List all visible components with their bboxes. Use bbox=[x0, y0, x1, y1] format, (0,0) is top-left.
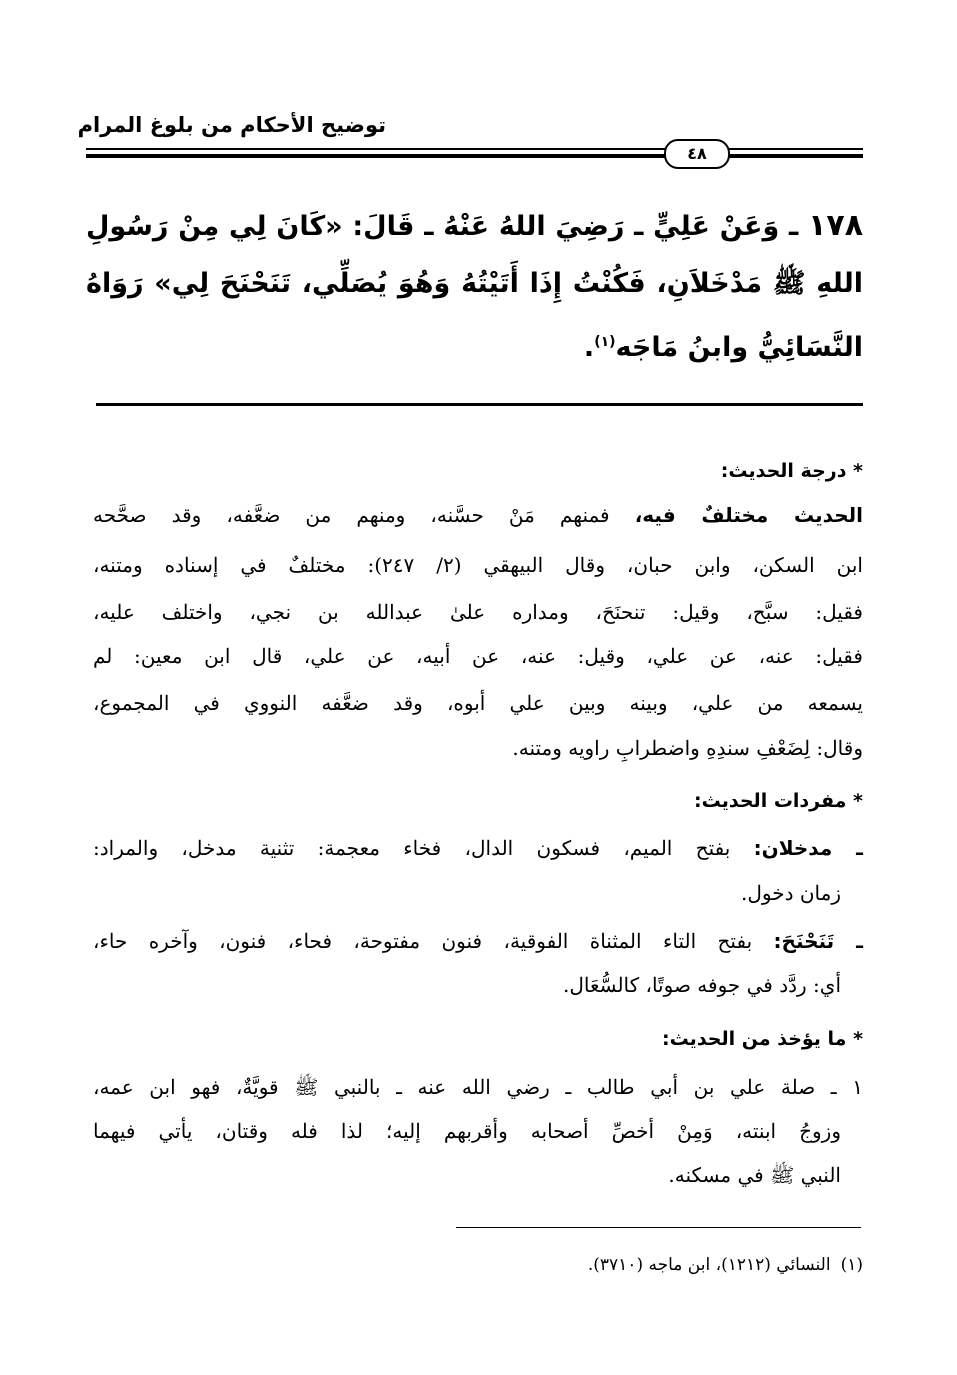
grade-line-1-text: فمنهم مَنْ حسَّنه، ومنهم من ضعَّفه، وقد صحَّحه bbox=[93, 503, 610, 527]
lesson-line-1: ١ ـ صلة علي بن أبي طالب ـ رضي الله عنه ـ بالنبي ﷺ قويَّةٌ، فهو ابن عمه، bbox=[93, 1075, 863, 1099]
footnote-separator bbox=[456, 1227, 861, 1228]
vocab-item-1-line-2: زمان دخول. bbox=[741, 881, 841, 905]
lesson-line-3: النبي ﷺ في مسكنه. bbox=[668, 1163, 841, 1187]
hadith-dash: ـ bbox=[789, 211, 799, 242]
hadith-separator bbox=[96, 403, 863, 406]
hadith-line-1 bbox=[86, 206, 863, 247]
footnote bbox=[588, 1253, 863, 1277]
vocab-item-2-line-2: أي: ردَّد في جوفه صوتًا، كالسُّعَال. bbox=[562, 973, 841, 997]
footnote-number: (١) bbox=[840, 1255, 863, 1275]
grade-line-3: فقيل: سبَّح، وقيل: تنحنَحَ، ومداره علىٰ عبدالله بن نجي، واختلف عليه، bbox=[93, 600, 863, 624]
vocab-item-2-line-1 bbox=[93, 926, 863, 956]
vocab-def-2: بفتح التاء المثناة الفوقية، فنون مفتوحة، فحاء، فنون، وآخره حاء، bbox=[93, 929, 753, 953]
page-number: ٤٨ bbox=[664, 139, 730, 169]
lesson-line-2: وزوجُ ابنته، وَمِنْ أخصِّ أصحابه وأقربهم إليه؛ لذا فله وقتان، يأتي فيهما bbox=[93, 1119, 841, 1143]
section-title-vocab: * مفردات الحديث: bbox=[694, 790, 863, 812]
grade-line-1 bbox=[93, 500, 863, 530]
vocab-item-1-line-1 bbox=[93, 833, 863, 863]
grade-line-6: وقال: لِضَعْفِ سندِهِ واضطرابِ راويه ومتنه. bbox=[512, 736, 863, 760]
hadith-line-3 bbox=[86, 322, 863, 368]
vocab-def-1: بفتح الميم، فسكون الدال، فخاء معجمة: تثنية مدخل، والمراد: bbox=[93, 836, 731, 860]
hadith-text-3-end: . bbox=[583, 332, 595, 363]
vocab-term-1: ـ مدخلان: bbox=[753, 836, 864, 860]
footnote-text: النسائي (١٢١٢)، ابن ماجه (٣٧١٠). bbox=[587, 1255, 831, 1275]
hadith-number: ١٧٨ bbox=[808, 208, 864, 243]
grade-line-5: يسمعه من علي، وبينه وبين علي أبوه، وقد ضعَّفه النووي في المجموع، bbox=[93, 691, 863, 715]
grade-line-4: فقيل: عنه، عن علي، وقيل: عنه، عن أبيه، عن علي، قال ابن معين: لم bbox=[93, 644, 863, 668]
hadith-text-1: وَعَنْ عَلِيٍّ ـ رَضِيَ اللهُ عَنْهُ ـ قَالَ: «كَانَ لِي مِنْ رَسُولِ bbox=[86, 211, 780, 242]
hadith-line-2: اللهِ ﷺ مَدْخَلاَنِ، فَكُنْتُ إِذَا أَتَيْتُهُ وَهُوَ يُصَلِّي، تَنَحْنَحَ لِي» رَوَاهُ bbox=[86, 268, 863, 299]
grade-line-2: ابن السكن، وابن حبان، وقال البيهقي (٢/ ٢٤٧): مختلفٌ في إسناده ومتنه، bbox=[93, 553, 863, 577]
header-rule-thick bbox=[86, 154, 863, 158]
section-title-grade: * درجة الحديث: bbox=[720, 460, 863, 482]
header-rule-thin bbox=[86, 148, 863, 150]
footnote-reference[interactable]: (١) bbox=[594, 334, 616, 350]
running-header-title: توضيح الأحكام من بلوغ المرام bbox=[77, 113, 386, 137]
grade-lead: الحديث مختلفٌ فيه، bbox=[634, 503, 863, 527]
hadith-text-3: النَّسَائِيُّ وابنُ مَاجَه bbox=[615, 332, 863, 363]
vocab-term-2: ـ تَنَحْنَحَ: bbox=[773, 929, 864, 953]
section-title-lessons: * ما يؤخذ من الحديث: bbox=[661, 1028, 863, 1050]
